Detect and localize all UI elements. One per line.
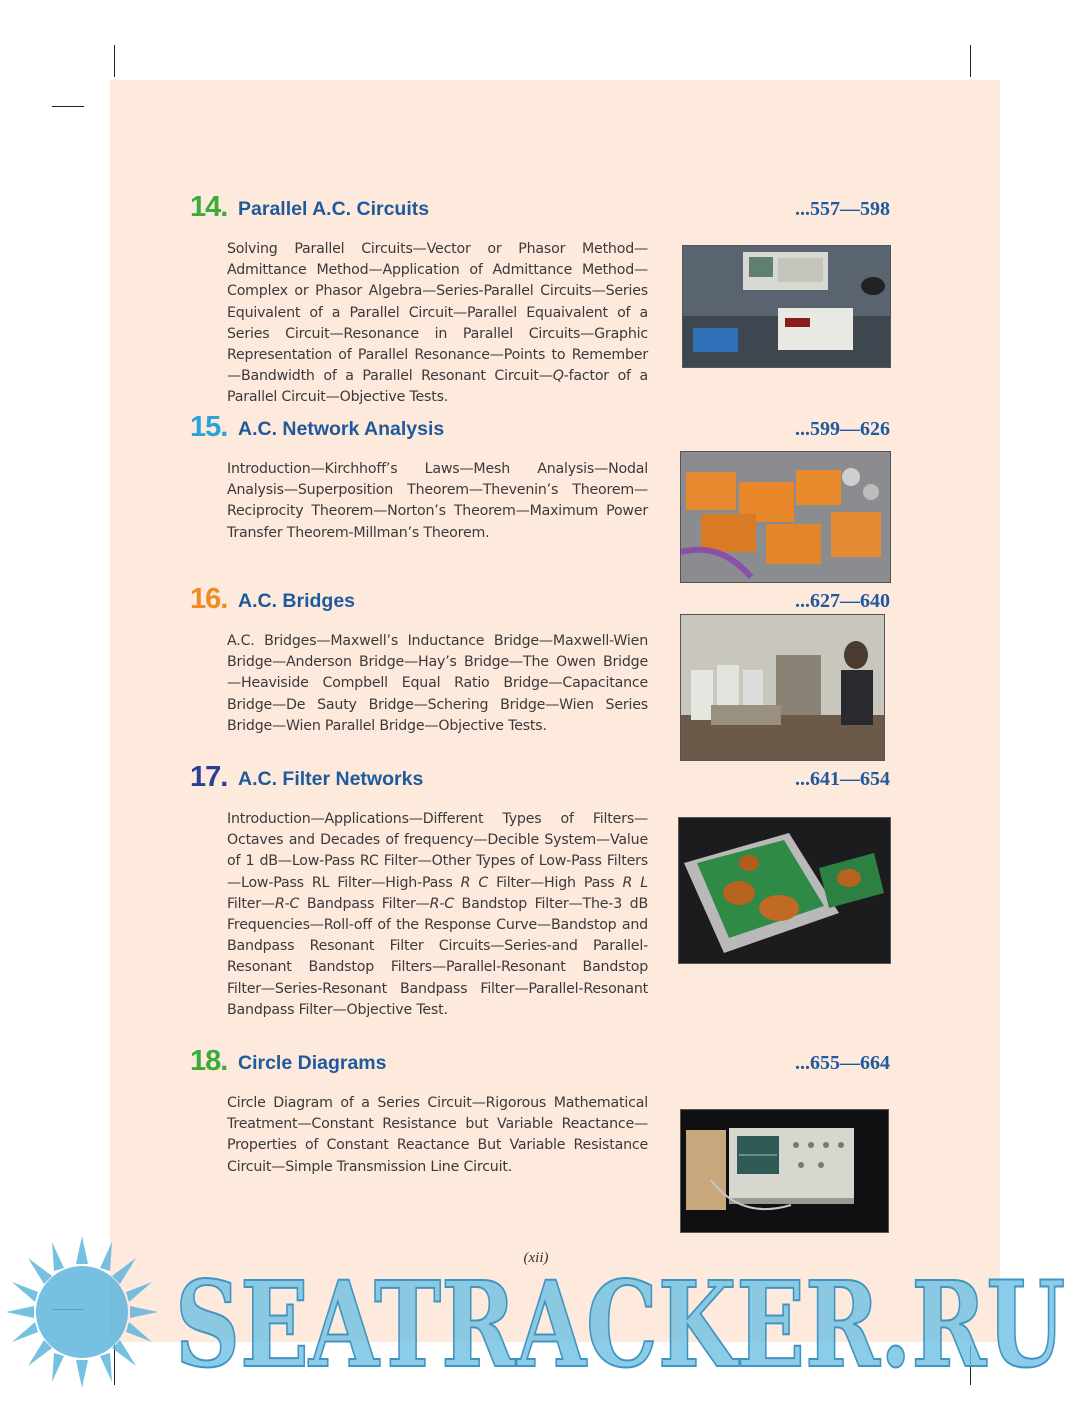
chapter-heading <box>190 192 890 232</box>
chapter-title: Parallel A.C. Circuits <box>238 198 430 220</box>
chapter-pages: ...557—598 <box>795 198 890 220</box>
chapter-number: 14. <box>190 191 228 223</box>
chapter-topics: Circle Diagram of a Series Circuit—Rigorous Mathematical Treatment—Constant Resistance but Variable Reactance—Properties of Constant Reactance But Variable Resistance Circuit—Simple Transmission Line Circuit. <box>227 1095 648 1175</box>
chapter-title: A.C. Network Analysis <box>238 418 445 440</box>
connector-blocks-photo <box>680 451 891 583</box>
oscilloscope-lab-photo <box>682 245 891 368</box>
chapter-number: 16. <box>190 583 228 615</box>
chapter-topics: Introduction—Applications—Different Types of Filters—Octaves and Decades of frequency—Decible System—Value of 1 dB—Low-Pass RC Filter—Other Types of Low-Pass Filters—Low-Pass RL Filter—High-Pass R C Filter—High Pass R L Filter—R-C Bandpass Filter—R-C Bandstop Filter—The-3 dB Frequencies—Roll-off of the Response Curve—Bandstop and Bandpass Resonant Filter Circuits—Series-and Parallel-Resonant Bandstop Filters—Parallel-Resonant Bandstop Filter—Series-Resonant Bandpass Filter—Parallel-Resonant Bandpass Filter—Objective Test. <box>227 811 648 1018</box>
chapter-number: 18. <box>190 1045 228 1077</box>
watermark-text: SEATRACKER.RU <box>175 1255 1065 1394</box>
chapter-title: A.C. Filter Networks <box>238 768 424 790</box>
chapter-number: 15. <box>190 411 228 443</box>
oscilloscope-photo <box>680 1109 889 1233</box>
watermark <box>0 1234 1080 1397</box>
chapter-topics: A.C. Bridges—Maxwell’s Inductance Bridge—Maxwell-Wien Bridge—Anderson Bridge—Hay’s Bridge—The Owen Bridge—Heaviside Compbell Equal Ratio Bridge—Capacitance Bridge—De Sauty Bridge—Schering Bridge—Wien Series Bridge—Wien Parallel Bridge—Objective Tests. <box>227 633 648 734</box>
bridge-lab-photo <box>680 614 885 761</box>
chapter-heading <box>190 1046 890 1086</box>
chapter-pages: ...641—654 <box>795 768 890 790</box>
crop-mark <box>52 106 84 107</box>
chapter-topics: Introduction—Kirchhoff’s Laws—Mesh Analysis—Nodal Analysis—Superposition Theorem—Thevenin’s Theorem—Reciprocity Theorem—Norton’s Theorem—Maximum Power Transfer Theorem-Millman’s Theorem. <box>227 461 648 541</box>
crop-mark <box>114 45 115 77</box>
chapter-title: A.C. Bridges <box>238 590 356 612</box>
chapter-heading <box>190 762 890 802</box>
chapter-pages: ...627—640 <box>795 590 890 612</box>
chapter-title: Circle Diagrams <box>238 1052 387 1074</box>
sun-logo-icon <box>6 1236 158 1388</box>
page-number: (xii) <box>523 1250 549 1266</box>
filter-board-photo <box>678 817 891 964</box>
chapter-number: 17. <box>190 761 228 793</box>
chapter-pages: ...655—664 <box>795 1052 890 1074</box>
chapter-heading <box>190 412 890 452</box>
crop-mark <box>970 45 971 77</box>
contents-page <box>110 80 1000 1342</box>
chapter-pages: ...599—626 <box>795 418 890 440</box>
chapter-topics: Solving Parallel Circuits—Vector or Phasor Method—Admittance Method—Application of Admittance Method—Complex or Phasor Algebra—Series-Parallel Circuits—Series Equivalent of a Parallel Circuit—Parallel Equaivalent of a Series Circuit—Resonance in Parallel Circuits—Graphic Representation of Parallel Resonance—Points to Remember—Bandwidth of a Parallel Resonant Circuit—Q-factor of a Parallel Circuit—Objective Tests. <box>227 241 648 406</box>
